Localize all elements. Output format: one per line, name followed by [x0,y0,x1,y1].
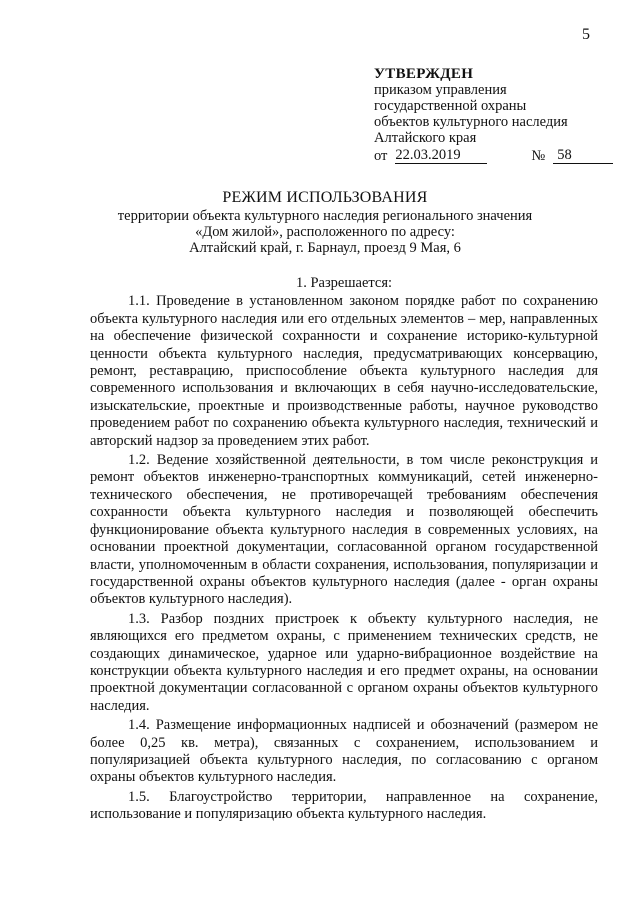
paragraph-1-2: 1.2. Ведение хозяйственной деятельности, в том числе реконструкция и ремонт объектов инженерно-транспортных коммуникаций, сетей инженерно-технического обеспечения, не противоречащей требованиям обеспечения сохранности объекта культурного наследия и позволяющей обеспечить функционирование объекта культурного наследия в современных условиях, на основании проектной документации, согласованной органом государственной власти, уполномоченным в области сохранения, использования, популяризации и государственной охраны объектов культурного наследия (далее - орган охраны объектов культурного наследия). [90,452,598,608]
document-title-block [90,190,560,256]
approval-block [374,66,614,164]
approval-stamp: УТВЕРЖДЕН [374,66,474,82]
paragraph-1-3: 1.3. Разбор поздних пристроек к объекту культурного наследия, не являющихся его предметом охраны, с применением технических средств, не создающих динамическое, ударное или ударно-вибрационное воздействие на конструкции объекта культурного наследия и его предмет охраны, на основании проектной документации согласованной с органом охраны объектов культурного наследия. [90,610,598,714]
section-heading: 1. Разрешается: [295,275,393,291]
approval-number: 58 [553,147,613,164]
approval-line: приказом управления [374,82,507,98]
paragraph-1-4: 1.4. Размещение информационных надписей и обозначений (размером не более 0,25 кв. метра), связанных с сохранением, использованием и популяризацией объекта культурного наследия, по согласованию с органом охраны объектов культурного наследия. [90,717,598,786]
title-line: «Дом жилой», расположенного по адресу: [195,224,455,240]
paragraph-1-1: 1.1. Проведение в установленном законом порядке работ по сохранению объекта культурного наследия или его отдельных элементов – мер, направленных на обеспечение физической сохранности и сохранение историко-культурной ценности объекта культурного наследия, предусматривающих консервацию, ремонт, реставрацию, приспособление объекта культурного наследия для современного использования и включающих в себя научно-исследовательские, изыскательские, проектные и производственные работы, научное руководство проведением работ по сохранению объекта культурного наследия, технический и авторский надзор за проведением этих работ. [90,293,598,449]
approval-date-line [374,147,614,164]
approval-line: государственной охраны [374,98,527,114]
approval-line: Алтайского края [374,130,477,146]
approval-line: объектов культурного наследия [374,114,568,130]
number-label: № [531,148,546,164]
document-body [90,275,598,826]
title-line: Алтайский край, г. Барнаул, проезд 9 Мая, 6 [189,240,461,256]
page-number: 5 [582,26,590,43]
paragraph-1-5: 1.5. Благоустройство территории, направленное на сохранение, использование и популяризацию объекта культурного наследия. [90,788,598,823]
date-prefix: от [374,148,388,164]
title-line: территории объекта культурного наследия регионального значения [117,208,533,224]
approval-date: 22.03.2019 [395,147,487,164]
document-title: РЕЖИМ ИСПОЛЬЗОВАНИЯ [222,189,428,206]
